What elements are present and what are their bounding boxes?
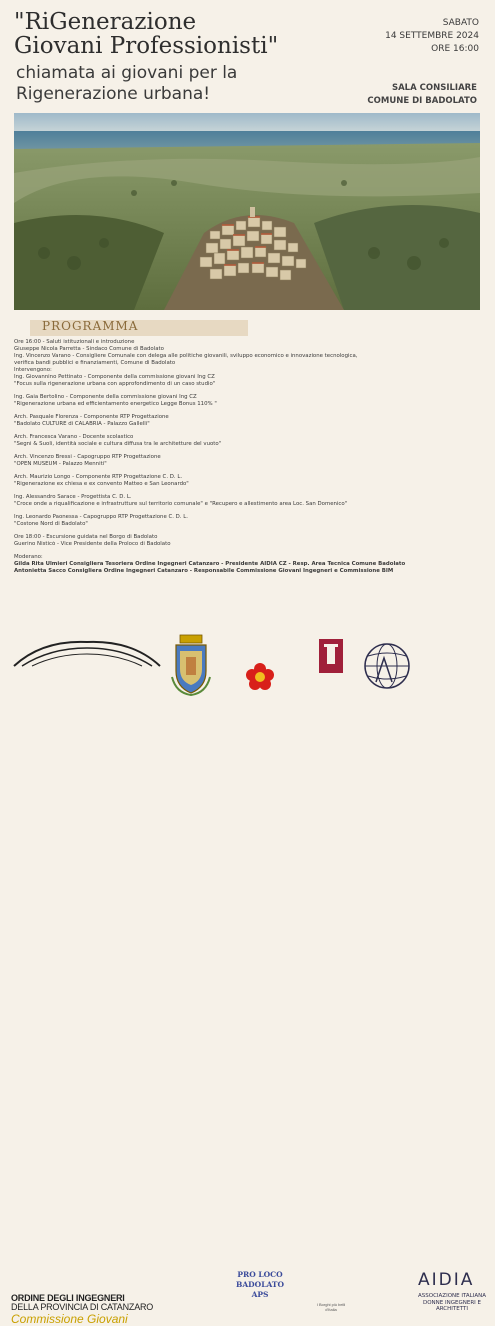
- proloco-text: [228, 1270, 292, 1300]
- aidia-title: AIDIA: [418, 1270, 475, 1290]
- program-line: Ing. Giovannino Pettinato - Componente della commissione giovani Ing CZ: [14, 374, 215, 380]
- proloco-line2: BADOLATO APS: [236, 1280, 284, 1299]
- program-line: Moderano:: [14, 554, 43, 560]
- venue-place: COMUNE DI BADOLATO: [367, 96, 477, 106]
- event-time: ORE 16:00: [431, 44, 479, 54]
- program-line: "Costone Nord di Badolato": [14, 521, 88, 527]
- village-photo: [14, 113, 480, 310]
- ordine-ingegneri-logo: [12, 638, 162, 668]
- borghi-logo: [318, 638, 344, 674]
- program-line: Ing. Vincenzo Varano - Consigliere Comunale con delega alle politiche giovanili, sviluppo economico e innovazione tecnologica,: [14, 353, 358, 359]
- program-line: Arch. Maurizio Longo - Componente RTP Progettazione C. D. L.: [14, 474, 183, 480]
- program-line: Ing. Alessandro Sarace - Progettista C. D. L.: [14, 494, 132, 500]
- proloco-line1: PRO LOCO: [237, 1270, 283, 1279]
- program-line: "Rigenerazione urbana ed efficientamento energetico Legge Bonus 110% ": [14, 401, 217, 407]
- program-line: "Focus sulla rigenerazione urbana con approfondimento di un caso studio": [14, 381, 216, 387]
- proloco-flower-icon: [246, 663, 274, 691]
- sponsor-logos: [0, 630, 495, 1326]
- program-line: Ing. Leonardo Paonessa - Capogruppo RTP Progettazione C. D. L.: [14, 514, 188, 520]
- venue-name: SALA CONSILIARE: [391, 83, 477, 93]
- program-line: "OPEN MUSEUM - Palazzo Menniti": [14, 461, 107, 467]
- program-line: Ore 18:00 - Escursione guidata nel Borgo di Badolato: [14, 534, 158, 540]
- ordine-ingegneri-text: [11, 1294, 166, 1326]
- program-line: "Croce onde a riqualificazione e infrastrutture sul territorio comunale" e "Recupero e allestimento area Loc. San Domenico": [14, 501, 348, 507]
- program-line: "Rigenerazione ex chiesa e ex convento Matteo e San Leonardo": [14, 481, 189, 487]
- program-line: Arch. Francesca Varano - Docente scolastico: [14, 434, 134, 440]
- program-line: Gilda Rita Ulmieri Consigliera Tesoriera Ordine Ingegneri Catanzaro - Presidente AIDIA CZ - Resp. Area Tecnica Comune Badolato: [14, 561, 406, 567]
- ordine-line2: DELLA PROVINCIA DI CATANZARO: [11, 1302, 154, 1312]
- event-title: "RiGenerazione Giovani Professionisti": [14, 9, 279, 59]
- program-schedule: [14, 339, 484, 575]
- program-line: "Segni & Suoli, identità sociale e cultura diffusa tra le architetture del vuoto": [14, 441, 222, 447]
- program-line: Antonietta Sacco Consigliera Ordine Ingegneri Catanzaro - Responsabile Commissione Giovani Ingegneri e Commissione BIM: [14, 568, 394, 574]
- date-block: [385, 17, 479, 56]
- program-line: Arch. Vincenzo Bressi - Capogruppo RTP Progettazione: [14, 454, 161, 460]
- program-line: "Badolato CULTURE di CALABRIA - Palazzo Gallelli": [14, 421, 150, 427]
- program-line: Giuseppe Nicola Parretta - Sindaco Comune di Badolato: [14, 346, 164, 352]
- coat-of-arms-logo: [170, 633, 212, 697]
- event-date: 14 SETTEMBRE 2024: [385, 31, 479, 41]
- aidia-globe-icon: [362, 638, 412, 694]
- program-line: Arch. Pasquale Florenza - Componente RTP Progettazione: [14, 414, 169, 420]
- program-heading: PROGRAMMA: [42, 319, 139, 333]
- venue-block: [367, 82, 477, 108]
- program-line: verifica bandi pubblici e finanziamenti, Comune di Badolato: [14, 360, 176, 366]
- event-day: SABATO: [442, 18, 479, 28]
- event-subtitle: chiamata ai giovani per la Rigenerazione urbana!: [16, 63, 238, 104]
- ordine-line1: ORDINE DEGLI INGEGNERI: [11, 1293, 125, 1303]
- program-line: Intervengono:: [14, 367, 52, 373]
- ordine-line3: Commissione Giovani: [11, 1312, 128, 1326]
- program-line: Ore 16:00 - Saluti istituzionali e introduzione: [14, 339, 135, 345]
- borghi-text: I Borghi più belli d'Italia: [316, 1302, 346, 1312]
- program-line: Guerino Nisticò - Vice Presidente della Proloco di Badolato: [14, 541, 171, 547]
- aidia-subtitle: ASSOCIAZIONE ITALIANA DONNE INGEGNERI E ARCHITETTI: [418, 1293, 486, 1312]
- program-line: Ing. Gaia Bertolino - Componente della commissione giovani Ing CZ: [14, 394, 197, 400]
